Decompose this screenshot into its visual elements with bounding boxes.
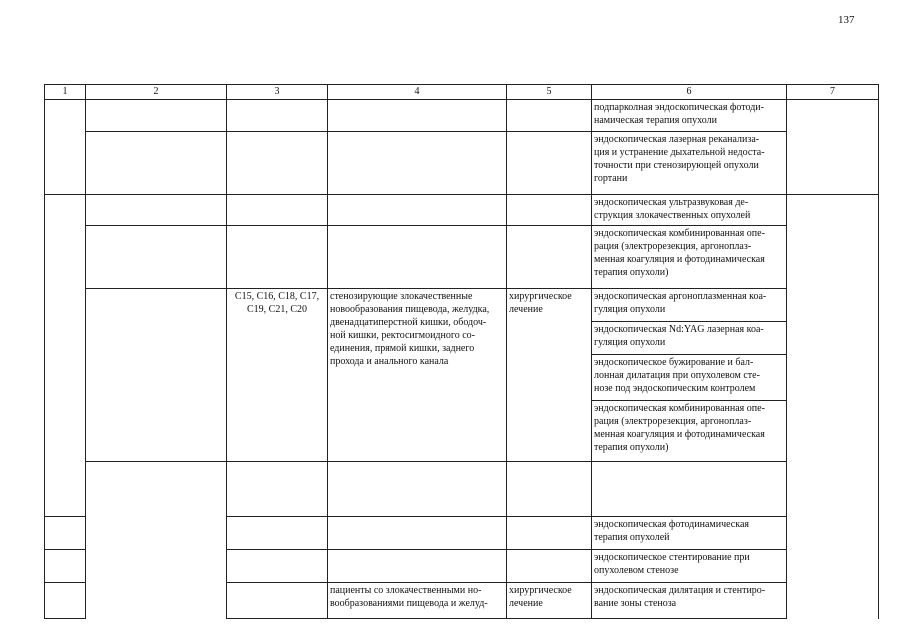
col3-cell — [227, 195, 328, 226]
method-cell: эндоскопическое бужирование и бал- лонная дилатация при опухолевом сте- нозе под эндоскопическим контролем — [592, 355, 787, 401]
col5-cell — [507, 195, 592, 226]
method-cell: эндоскопическое стентирование при опухолевом стенозе — [592, 550, 787, 583]
column-header: 2 — [86, 85, 227, 100]
method-cell: эндоскопическая аргоноплазменная коа- гуляция опухоли — [592, 289, 787, 322]
table-row — [45, 289, 879, 322]
col3-cell — [227, 132, 328, 195]
col4-cell — [328, 550, 507, 583]
table-row — [45, 462, 879, 517]
col3-cell — [227, 100, 328, 132]
col2-cell — [86, 132, 227, 195]
page-number: 137 — [838, 14, 855, 26]
services-table — [44, 84, 879, 619]
col4-cell — [328, 100, 507, 132]
table-row — [45, 100, 879, 132]
diagnosis-codes-cell: C15, C16, C18, C17, C19, C21, C20 — [227, 289, 328, 462]
column-header: 6 — [592, 85, 787, 100]
method-cell: эндоскопическая дилятация и стентиро- вание зоны стеноза — [592, 583, 787, 619]
col3-cell — [227, 226, 328, 289]
col4-cell — [328, 195, 507, 226]
col3-cell — [328, 462, 507, 517]
col2-cell — [86, 195, 227, 226]
col4-cell — [328, 132, 507, 195]
column-header: 7 — [787, 85, 879, 100]
treatment-type-cell: хирургическое лечение — [507, 583, 592, 619]
column-header: 1 — [45, 85, 86, 100]
col2-cell — [45, 550, 86, 583]
col5-cell — [507, 132, 592, 195]
col4-cell — [507, 462, 592, 517]
method-cell: эндоскопическая лазерная реканализа- ция и устранение дыхательной недоста- точности при стенозирующей опухоли гортани — [592, 132, 787, 195]
treatment-type-cell: хирургическое лечение — [507, 289, 592, 462]
method-cell: эндоскопическая фотодинамическая терапия опухолей — [592, 517, 787, 550]
col5-cell — [507, 517, 592, 550]
table-row — [45, 195, 879, 226]
method-cell: эндоскопическая комбинированная опе- рация (электрорезекция, аргоноплаз- менная коагуляция и фотодинамическая терапия опухоли) — [592, 401, 787, 462]
method-cell: эндоскопическая комбинированная опе- рация (электрорезекция, аргоноплаз- менная коагуляция и фотодинамическая терапия опухоли) — [592, 226, 787, 289]
col2-cell — [86, 289, 227, 462]
col2-cell — [45, 583, 86, 619]
col2-cell — [227, 462, 328, 517]
method-cell: эндоскопическая Nd:YAG лазерная коа- гуляция опухоли — [592, 322, 787, 355]
col3-cell — [227, 550, 328, 583]
col2-cell — [86, 226, 227, 289]
col1-cell — [86, 462, 227, 619]
patient-model-cell: пациенты со злокачественными но- вообразованиями пищевода и желуд- — [328, 583, 507, 619]
method-cell: подпарколная эндоскопическая фотоди- намическая терапия опухоли — [592, 100, 787, 132]
col5-cell — [507, 550, 592, 583]
col5-cell — [592, 462, 787, 517]
column-header: 4 — [328, 85, 507, 100]
col5-cell — [507, 226, 592, 289]
col3-cell — [227, 517, 328, 550]
col2-cell — [45, 517, 86, 550]
table-row — [45, 226, 879, 289]
column-header: 3 — [227, 85, 328, 100]
column-header: 5 — [507, 85, 592, 100]
col3-cell — [227, 583, 328, 619]
col7-cell — [787, 195, 879, 517]
header-row — [45, 85, 879, 100]
col4-cell — [328, 226, 507, 289]
patient-model-cell: стенозирующие злокачественные новообразования пищевода, желудка, двенадцатиперстной кишки, ободоч- ной кишки, ректосигмоидного со- единения, прямой кишки, заднего прохода и анального канала — [328, 289, 507, 462]
method-cell: эндоскопическая ультразвуковая де- струкция злокачественных опухолей — [592, 195, 787, 226]
col4-cell — [328, 517, 507, 550]
table-row — [45, 132, 879, 195]
col5-cell — [507, 100, 592, 132]
col1-cell — [45, 195, 86, 517]
col2-cell — [86, 100, 227, 132]
col1-cell — [45, 100, 86, 195]
col7-cell — [787, 100, 879, 195]
